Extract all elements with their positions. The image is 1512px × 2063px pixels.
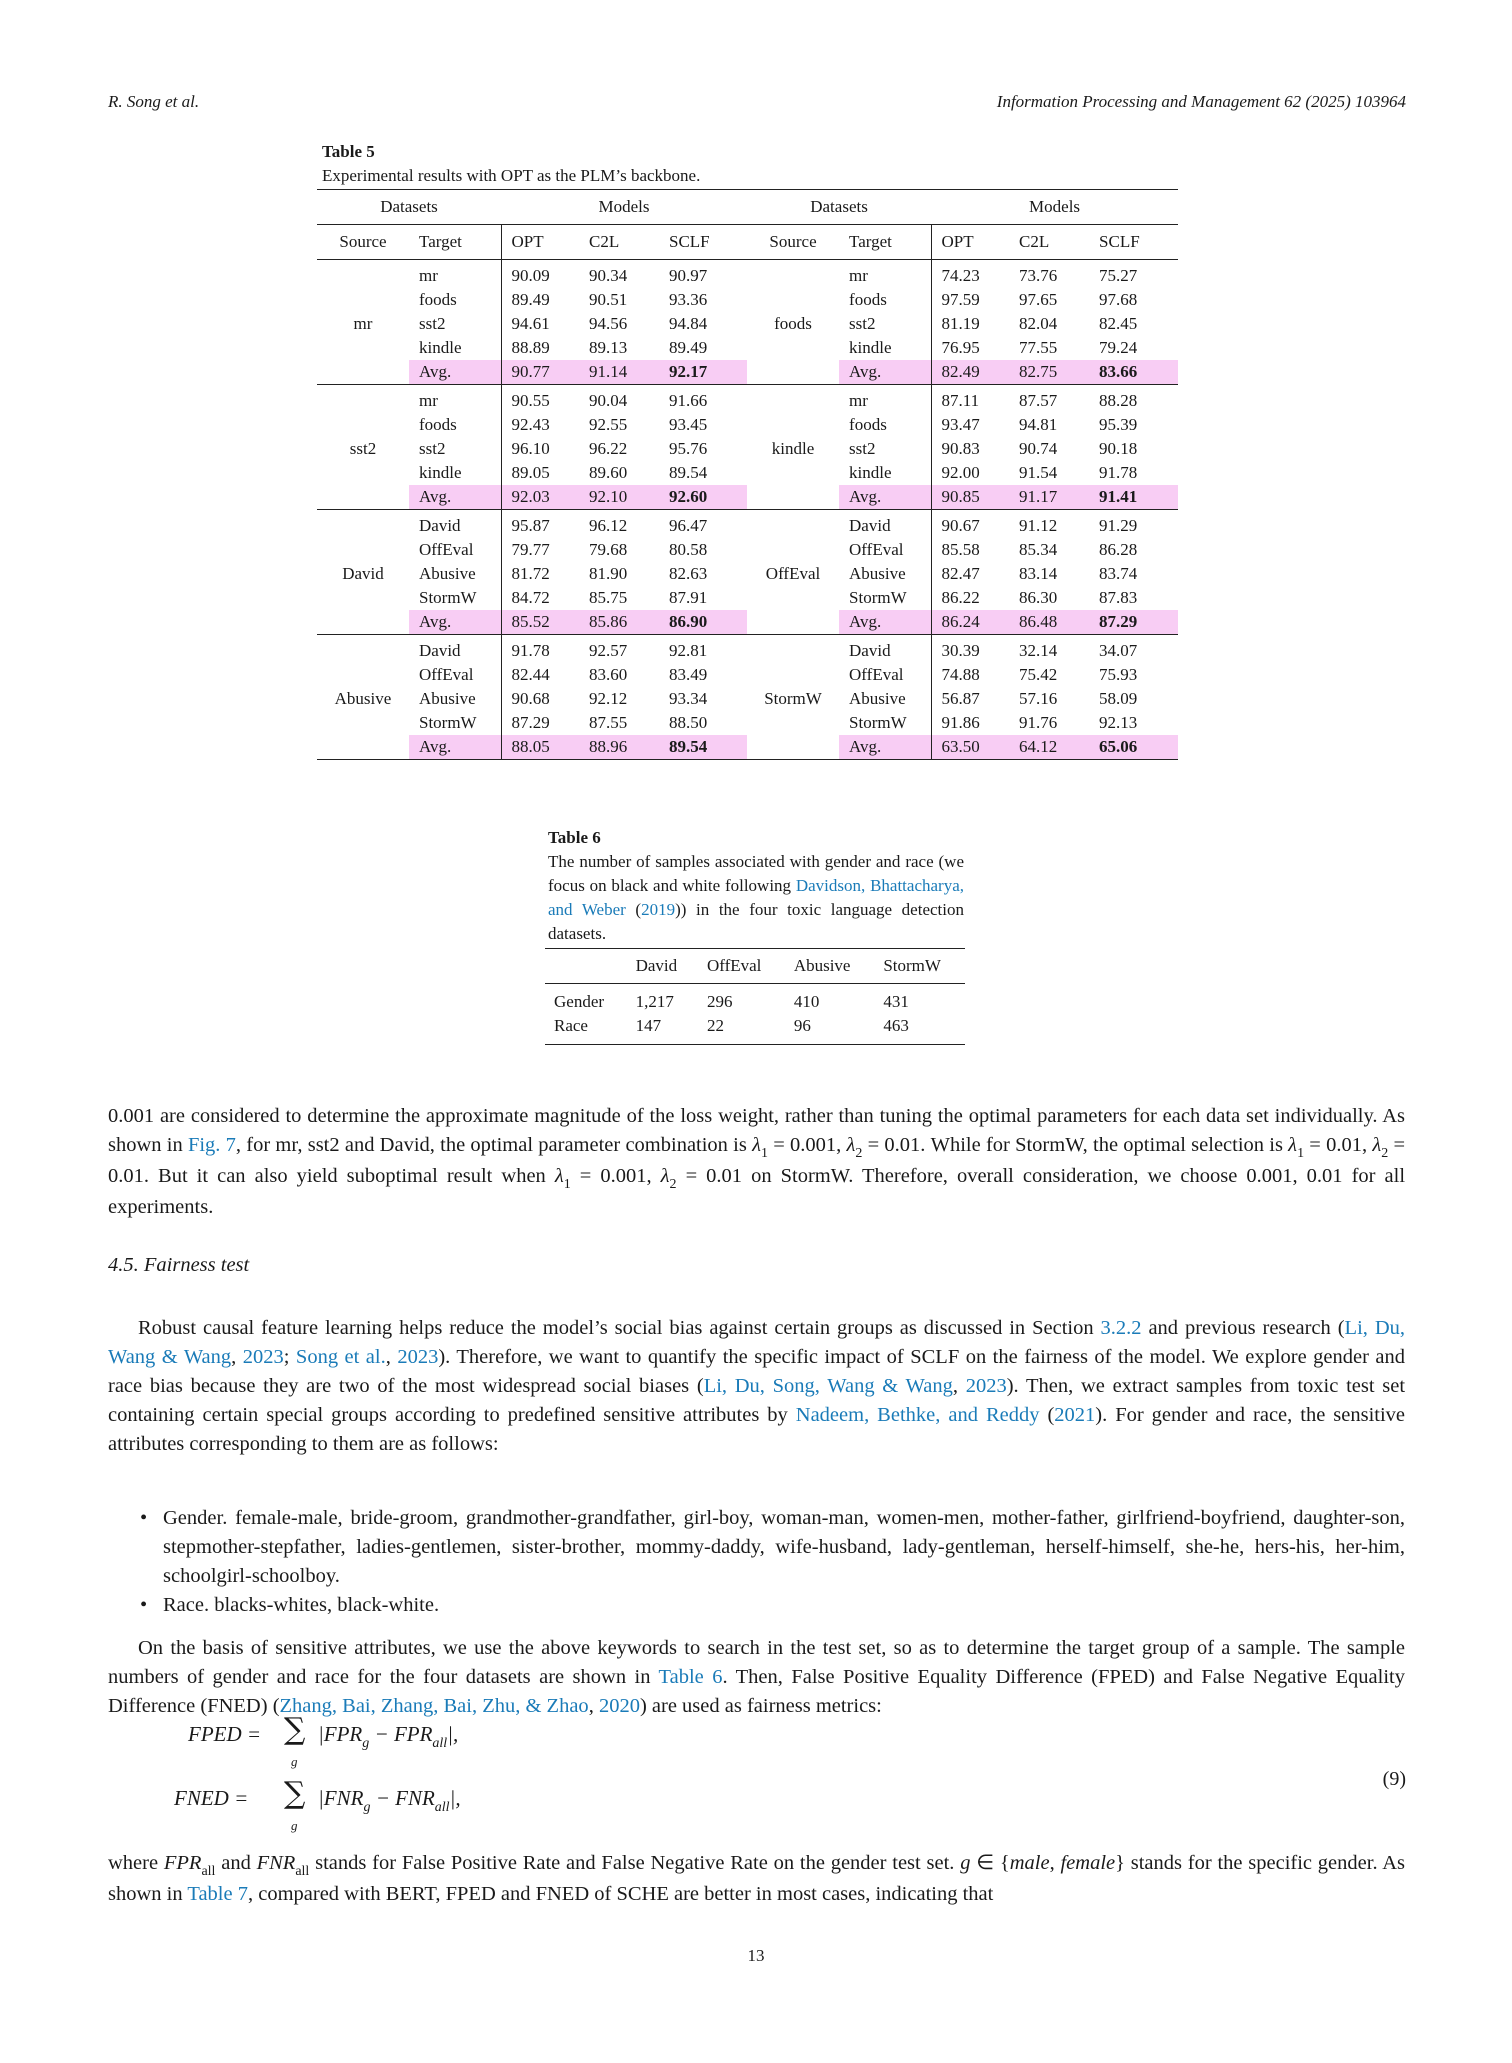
table5-column-header: OPT [511,232,544,251]
table5-value-cell: 77.55 [1019,338,1058,357]
table6-column-header: OffEval [706,956,762,975]
table5-value-cell: 86.30 [1019,588,1058,607]
citation-nadeem-link[interactable]: Nadeem, Bethke, and Reddy [795,1404,1040,1426]
table5-target-cell: David [839,510,931,539]
table5-value-cell: 79.24 [1099,338,1138,357]
table6-citation-year[interactable]: 2019 [641,900,676,919]
table5-value-cell: 91.29 [1099,516,1138,535]
table5-target-cell: OffEval [409,538,501,562]
table5-target-cell: Avg. [409,360,501,385]
citation-li-2023-year[interactable]: 2023 [242,1346,284,1368]
table5-target-cell: Avg. [839,610,931,635]
table6-cell: 296 [706,992,733,1011]
table5-value-cell: 75.27 [1099,266,1138,285]
table5-value-cell: 89.49 [511,290,550,309]
table5-value-cell: 85.58 [941,540,980,559]
table5-value-cell: 94.61 [511,314,550,333]
table7-ref-link[interactable]: Table 7 [187,1883,248,1905]
table6-caption-mid: ( [625,900,642,919]
table5-target-cell: foods [409,413,501,437]
table-row [317,260,1178,289]
table5-value-cell: 81.72 [511,564,550,583]
table5-value-cell: 82.63 [669,564,708,583]
table5-value-cell: 86.24 [931,610,1009,635]
table5-column-header: SCLF [669,232,710,251]
table5-value-cell: 90.74 [1019,439,1058,458]
citation-zhang-year[interactable]: 2020 [598,1695,640,1717]
table5-value-cell: 83.49 [669,665,708,684]
table5-value-cell: 83.74 [1099,564,1138,583]
table5-column-header: Source [769,232,817,251]
eq-fped-rhs: $|FPR_g - FPR_{all}|$, [318,1722,459,1751]
table5-value-cell: 90.51 [589,290,628,309]
table-row [317,635,1178,664]
table5-value-cell: 82.44 [511,665,550,684]
table5-value-cell: 86.28 [1099,540,1138,559]
table5-value-cell: 94.81 [1019,415,1058,434]
table5-value-cell: 82.45 [1099,314,1138,333]
table5-value-cell: 88.50 [669,713,708,732]
table5-value-cell: 87.11 [941,391,980,410]
equation-fped [188,1712,459,1769]
table5-value-cell: 87.83 [1099,588,1138,607]
table5-value-cell: 82.49 [931,360,1009,385]
table5-value-cell: 82.75 [1009,360,1089,385]
table5-value-cell: 74.88 [941,665,980,684]
table5-value-cell: 93.45 [669,415,708,434]
table5-group-header: Models [598,197,650,216]
table5-value-cell: 81.90 [589,564,628,583]
table5-value-cell: 91.86 [941,713,980,732]
table5-column-header: Source [339,232,387,251]
table5-value-cell: 92.03 [501,485,579,510]
table5-source-cell: kindle [771,439,815,458]
table5-source-cell: sst2 [349,439,377,458]
table5-value-cell: 75.42 [1019,665,1058,684]
table5-target-cell: mr [409,260,501,289]
table5-target-cell: kindle [409,461,501,485]
table5-value-cell: 84.72 [511,588,550,607]
paragraph-metrics: On the basis of sensitive attributes, we use the above keywords to search in the test set, so as to determine the target group of a sample. The sample numbers of gender and race for the four datasets are shown in Table 6. Then, False Positive Equality Difference (FPED) and False Negative Equality Difference (FNED) (Zhang, Bai, Zhang, Bai, Zhu, & Zhao, 2020) are used as fairness metrics: [108,1637,1405,1717]
table5-value-cell: 93.34 [669,689,708,708]
table5-value-cell: 86.48 [1009,610,1089,635]
citation-song-2023-year[interactable]: 2023 [397,1346,439,1368]
table5-value-cell: 88.96 [579,735,659,760]
table6-label: Table 6 [548,828,601,847]
table6-cell: 410 [793,992,820,1011]
paragraph-where: where $FPR_{all}$ and $FNR_{all}$ stands for False Positive Rate and False Negative Rate on the gender test set. g ∈ {male, female} stands for the specific gender. As shown in Table 7, compared with BERT, FPED and FNED of SCHE are better in most cases, indicating that [108,1852,1405,1905]
table5-target-cell: OffEval [839,663,931,687]
equation-fned [174,1776,461,1833]
table5-value-cell: 87.29 [1089,610,1178,635]
table5-target-cell: Abusive [839,687,931,711]
citation-song-2023-link[interactable]: Song et al. [295,1346,386,1368]
table5-target-cell: sst2 [839,437,931,461]
table5-value-cell: 79.77 [511,540,550,559]
table5-value-cell: 92.57 [589,641,628,660]
table5-value-cell: 74.23 [941,266,980,285]
table6-ref-link[interactable]: Table 6 [658,1666,723,1688]
table5-value-cell: 91.14 [579,360,659,385]
table5-value-cell: 93.47 [941,415,980,434]
table5-value-cell: 90.04 [589,391,628,410]
table5-value-cell: 57.16 [1019,689,1058,708]
table6-cell: 147 [635,1016,662,1035]
table5-value-cell: 92.10 [579,485,659,510]
sum-index: g [291,1818,298,1833]
table5-value-cell: 89.13 [589,338,628,357]
table5-target-cell: Abusive [409,687,501,711]
citation-li-du-song-year[interactable]: 2023 [965,1375,1007,1397]
citation-li-2023-link[interactable]: Li, Du, Wang & Wang [108,1317,1405,1368]
table5-target-cell: kindle [409,336,501,360]
table5-label: Table 5 [322,142,375,161]
table5-source-cell: foods [774,314,812,333]
list-item-race: • Race. blacks-whites, black-white. [140,1591,1405,1620]
paragraph-hyperparameters: 0.001 are considered to determine the approximate magnitude of the loss weight, rather than tuning the optimal parameters for each data set individually. As shown in Fig. 7, for mr, sst2 and David, the optimal parameter combination is $\lambda_1 = 0.001$, $\lambda_2 = 0.01$. While for StormW, the optimal selection is $\lambda_1 = 0.01$, $\lambda_2 = 0.01$. But it can also yield suboptimal result when $\lambda_1 = 0.001$, $\lambda_2 = 0.01$ on StormW. Therefore, overall consideration, we choose 0.001, 0.01 for all experiments. [108,1105,1406,1218]
table5-target-cell: foods [839,413,931,437]
table5-column-header: Target [409,225,501,260]
table5-target-cell: Avg. [409,735,501,760]
table5-target-cell: OffEval [839,538,931,562]
table5-value-cell: 89.05 [511,463,550,482]
table5-column-header: C2L [1019,232,1050,251]
table6 [545,948,965,1045]
table5-value-cell: 94.56 [589,314,628,333]
table5-value-cell: 91.78 [511,641,550,660]
table6-citation-link[interactable]: Davidson, Bhattacharya, and Weber [548,876,964,919]
table5-value-cell: 97.68 [1099,290,1138,309]
table5-value-cell: 90.67 [941,516,980,535]
table5-value-cell: 85.75 [589,588,628,607]
table5-target-cell: mr [839,385,931,414]
table6-cell: 1,217 [635,992,674,1011]
table5-value-cell: 86.22 [941,588,980,607]
table5-value-cell: 82.47 [941,564,980,583]
table5-value-cell: 90.77 [501,360,579,385]
sum-symbol: ∑ [284,1712,306,1747]
table5-value-cell: 89.54 [659,735,747,760]
equation-number: (9) [1382,1768,1406,1790]
eq-fped-lhs: FPED = [188,1722,262,1746]
table5-value-cell: 91.66 [669,391,708,410]
page-number: 13 [747,1946,765,1965]
table6-caption-block [548,826,964,946]
table5-source-cell: StormW [764,689,822,708]
table5-value-cell: 97.65 [1019,290,1058,309]
table5-group-header-row [317,190,1178,225]
eq-fned-rhs: $|FNR_g - FNR_{all}|$, [318,1786,461,1815]
table5-value-cell: 63.50 [931,735,1009,760]
table5-value-cell: 83.66 [1089,360,1178,385]
table5-target-cell: OffEval [409,663,501,687]
table5-target-cell: mr [839,260,931,289]
table5-value-cell: 56.87 [941,689,980,708]
table5-group-header: Models [1029,197,1081,216]
table5-value-cell: 82.04 [1019,314,1058,333]
table6-caption-pre: The number of samples associated with gender and race (we focus on black and white following [548,852,964,895]
table5-value-cell: 87.29 [511,713,550,732]
fig7-link[interactable]: Fig. 7 [187,1134,236,1156]
section-3-2-2-link[interactable]: 3.2.2 [1100,1317,1142,1339]
table5-value-cell: 85.34 [1019,540,1058,559]
table5-value-cell: 89.60 [589,463,628,482]
table5-value-cell: 91.12 [1019,516,1058,535]
table5-value-cell: 85.86 [579,610,659,635]
table5-value-cell: 92.55 [589,415,628,434]
table5-value-cell: 96.12 [589,516,628,535]
table5-value-cell: 94.84 [669,314,708,333]
table5-caption: Experimental results with OPT as the PLM’s backbone. [322,166,701,185]
table5-value-cell: 95.87 [511,516,550,535]
table5 [317,189,1178,760]
table5-value-cell: 92.17 [659,360,747,385]
table5-value-cell: 96.47 [669,516,708,535]
table5-target-cell: foods [409,288,501,312]
table5-value-cell: 92.00 [941,463,980,482]
table5-value-cell: 92.12 [589,689,628,708]
table6-column-header: StormW [883,956,941,975]
table5-column-header-row [317,225,1178,260]
table5-value-cell: 88.89 [511,338,550,357]
table5-value-cell: 91.41 [1089,485,1178,510]
table5-target-cell: sst2 [409,437,501,461]
table5-value-cell: 87.57 [1019,391,1058,410]
table-row [317,385,1178,414]
sum-symbol: ∑ [284,1776,306,1811]
table5-value-cell: 32.14 [1019,641,1058,660]
table5-value-cell: 96.22 [589,439,628,458]
table5-value-cell: 92.13 [1099,713,1138,732]
table5-column-header: OPT [941,232,974,251]
table5-source-cell: Abusive [334,689,392,708]
table5-value-cell: 88.05 [501,735,579,760]
table5-source-cell: David [342,564,384,583]
table5-target-cell: Abusive [409,562,501,586]
sum-index: g [291,1754,298,1769]
table5-value-cell: 86.90 [659,610,747,635]
table6-cell: 431 [883,992,909,1011]
table5-target-cell: StormW [839,711,931,735]
table5-value-cell: 89.54 [669,463,708,482]
citation-zhang-link[interactable]: Zhang, Bai, Zhang, Bai, Zhu, & Zhao [279,1695,589,1717]
table5-value-cell: 75.93 [1099,665,1138,684]
table5-value-cell: 80.58 [669,540,708,559]
table5-target-cell: StormW [409,711,501,735]
table5-value-cell: 90.85 [931,485,1009,510]
table5-column-header: SCLF [1099,232,1140,251]
table5-value-cell: 81.19 [941,314,980,333]
table5-group-header: Datasets [810,197,868,216]
table5-target-cell: Avg. [839,360,931,385]
table5-value-cell: 91.54 [1019,463,1058,482]
table5-target-cell: Avg. [839,735,931,760]
table5-value-cell: 73.76 [1019,266,1058,285]
table5-value-cell: 88.28 [1099,391,1138,410]
table5-target-cell: kindle [839,336,931,360]
citation-li-du-song-link[interactable]: Li, Du, Song, Wang & Wang [703,1375,953,1397]
table6-cell: 96 [793,1016,811,1035]
table5-target-cell: Abusive [839,562,931,586]
section-heading-4-5: 4.5. Fairness test [108,1254,250,1276]
table-row [317,510,1178,539]
table5-group-header: Datasets [380,197,438,216]
table5-value-cell: 90.97 [669,266,708,285]
table5-value-cell: 85.52 [501,610,579,635]
table5-value-cell: 91.76 [1019,713,1058,732]
table6-column-header: David [635,956,678,975]
table5-target-cell: sst2 [409,312,501,336]
list-item-gender: • Gender. female-male, bride-groom, grandmother-grandfather, girl-boy, woman-man, women-men, mother-father, girlfriend-boyfriend, daughter-son, stepmother-stepfather, ladies-gentlemen, sister-brother, mommy-daddy, wife-husband, lady-gentleman, herself-himself, she-he, hers-his, her-him, schoolgirl-schoolboy. [140,1504,1405,1591]
table5-value-cell: 90.83 [941,439,980,458]
table5-value-cell: 89.49 [669,338,708,357]
table5-target-cell: Avg. [409,485,501,510]
table5-value-cell: 90.18 [1099,439,1138,458]
table5-target-cell: foods [839,288,931,312]
table5-target-cell: kindle [839,461,931,485]
table-row [545,1014,965,1045]
eq-fned-lhs: FNED = [174,1786,249,1810]
table6-header-row [545,949,965,984]
table5-value-cell: 90.09 [511,266,550,285]
table5-value-cell: 91.78 [1099,463,1138,482]
table5-caption-block [322,140,700,188]
table5-column-header: Target [839,225,931,260]
citation-nadeem-year[interactable]: 2021 [1054,1404,1096,1426]
table5-target-cell: David [409,510,501,539]
running-head-journal: Information Processing and Management 62 (2025) 103964 [996,92,1406,111]
sensitive-attributes-list [140,1504,1405,1620]
table5-value-cell: 93.36 [669,290,708,309]
table5-value-cell: 65.06 [1089,735,1178,760]
table5-value-cell: 96.10 [511,439,550,458]
running-head-authors: R. Song et al. [108,92,200,111]
table5-target-cell: Avg. [409,610,501,635]
table5-value-cell: 90.34 [589,266,628,285]
table5-value-cell: 90.55 [511,391,550,410]
table5-value-cell: 34.07 [1099,641,1138,660]
table5-value-cell: 83.14 [1019,564,1058,583]
table5-value-cell: 79.68 [589,540,628,559]
table-row [545,984,965,1015]
table5-value-cell: 64.12 [1009,735,1089,760]
table5-value-cell: 97.59 [941,290,980,309]
table5-value-cell: 58.09 [1099,689,1138,708]
table6-cell: Race [554,1016,588,1035]
table5-target-cell: StormW [409,586,501,610]
table5-value-cell: 95.76 [669,439,708,458]
table6-column-header [545,949,627,984]
table5-value-cell: 87.55 [589,713,628,732]
table5-column-header: C2L [589,232,620,251]
table5-value-cell: 92.81 [669,641,708,660]
table5-target-cell: StormW [839,586,931,610]
paragraph-fairness-intro: Robust causal feature learning helps reduce the model’s social bias against certain groups as discussed in Section 3.2.2 and previous research (Li, Du, Wang & Wang, 2023; Song et al., 2023). Therefore, we want to quantify the specific impact of SCLF on the fairness of the model. We explore gender and race bias because they are two of the most widespread social biases (Li, Du, Song, Wang & Wang, 2023). Then, we extract samples from toxic test set containing certain special groups according to predefined sensitive attributes by Nadeem, Bethke, and Reddy (2021). For gender and race, the sensitive attributes corresponding to them are as follows: [108,1317,1406,1455]
table6-column-header: Abusive [793,956,851,975]
table5-value-cell: 76.95 [941,338,980,357]
table5-target-cell: sst2 [839,312,931,336]
table5-value-cell: 92.43 [511,415,550,434]
table5-value-cell: 91.17 [1009,485,1089,510]
table5-target-cell: David [839,635,931,664]
table5-value-cell: 30.39 [941,641,980,660]
table5-source-cell: OffEval [765,564,821,583]
table5-value-cell: 83.60 [589,665,628,684]
table6-cell: 22 [706,1016,724,1035]
table5-value-cell: 90.68 [511,689,550,708]
table5-source-cell: mr [353,314,373,333]
table6-cell: 463 [883,1016,909,1035]
table6-caption-post: )) in the four toxic language detection datasets. [548,900,964,943]
table5-target-cell: mr [409,385,501,414]
table5-value-cell: 92.60 [659,485,747,510]
table5-value-cell: 95.39 [1099,415,1138,434]
table5-value-cell: 87.91 [669,588,708,607]
table5-target-cell: Avg. [839,485,931,510]
table5-target-cell: David [409,635,501,664]
table6-cell: Gender [554,992,605,1011]
